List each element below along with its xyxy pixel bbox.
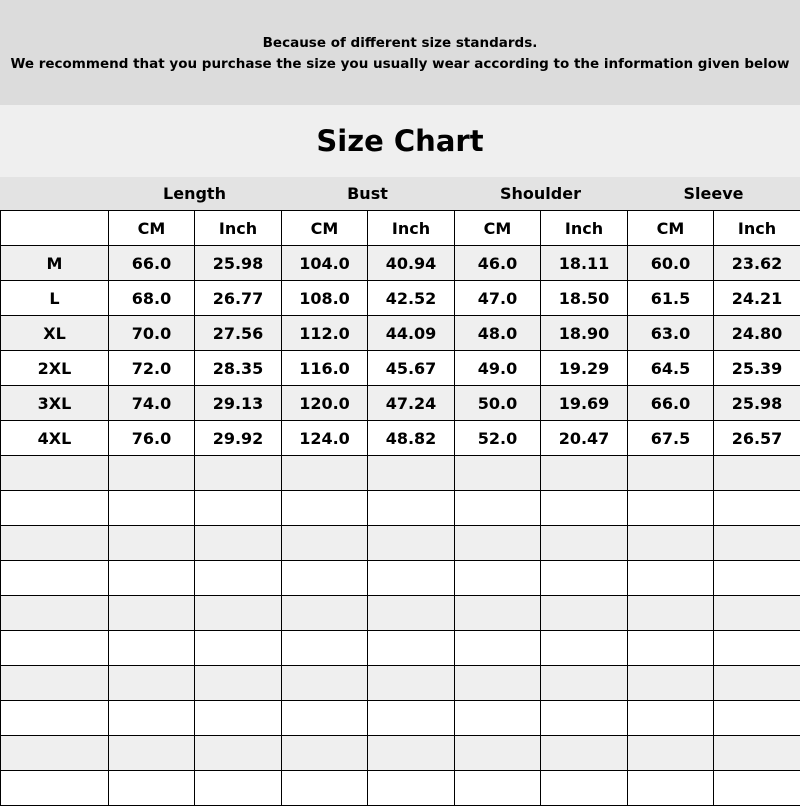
empty-cell <box>368 526 455 561</box>
empty-cell <box>541 666 628 701</box>
empty-cell <box>541 456 628 491</box>
empty-cell <box>195 561 282 596</box>
empty-cell <box>455 771 541 806</box>
size-label-cell: 4XL <box>1 421 109 456</box>
measurement-cell: 19.69 <box>541 386 628 421</box>
measurement-cell: 46.0 <box>455 246 541 281</box>
empty-cell <box>282 596 368 631</box>
empty-cell <box>714 491 800 526</box>
measurement-cell: 124.0 <box>282 421 368 456</box>
size-row <box>1 246 800 281</box>
empty-cell <box>628 456 714 491</box>
group-header-shoulder: Shoulder <box>454 177 627 210</box>
group-header-bust: Bust <box>281 177 454 210</box>
measurement-cell: 24.21 <box>714 281 800 316</box>
measurement-cell: 45.67 <box>368 351 455 386</box>
measurement-cell: 60.0 <box>628 246 714 281</box>
empty-cell <box>628 701 714 736</box>
empty-cell <box>628 491 714 526</box>
measurement-cell: 28.35 <box>195 351 282 386</box>
measurement-cell: 50.0 <box>455 386 541 421</box>
empty-cell <box>368 596 455 631</box>
empty-cell <box>628 526 714 561</box>
measurement-cell: 29.92 <box>195 421 282 456</box>
measurement-cell: 25.98 <box>195 246 282 281</box>
size-label-cell: M <box>1 246 109 281</box>
measurement-cell: 48.0 <box>455 316 541 351</box>
measurement-cell: 44.09 <box>368 316 455 351</box>
measurement-cell: 61.5 <box>628 281 714 316</box>
empty-cell <box>368 631 455 666</box>
group-header-sleeve: Sleeve <box>627 177 800 210</box>
empty-cell <box>368 561 455 596</box>
size-row <box>1 281 800 316</box>
empty-row <box>1 631 800 666</box>
empty-row <box>1 701 800 736</box>
measurement-cell: 76.0 <box>109 421 195 456</box>
measurement-cell: 47.0 <box>455 281 541 316</box>
measurement-cell: 108.0 <box>282 281 368 316</box>
unit-header-cell: Inch <box>541 211 628 246</box>
unit-header-cell: Inch <box>195 211 282 246</box>
empty-cell <box>541 596 628 631</box>
unit-header-cell: CM <box>628 211 714 246</box>
measurement-cell: 116.0 <box>282 351 368 386</box>
measurement-cell: 72.0 <box>109 351 195 386</box>
empty-row <box>1 491 800 526</box>
measurement-cell: 104.0 <box>282 246 368 281</box>
measurement-cell: 70.0 <box>109 316 195 351</box>
empty-cell <box>368 771 455 806</box>
measurement-cell: 25.39 <box>714 351 800 386</box>
empty-cell <box>195 736 282 771</box>
measurement-cell: 25.98 <box>714 386 800 421</box>
empty-cell <box>714 526 800 561</box>
empty-cell <box>109 526 195 561</box>
size-row <box>1 316 800 351</box>
empty-cell <box>714 631 800 666</box>
size-row <box>1 421 800 456</box>
empty-cell <box>455 736 541 771</box>
empty-cell <box>1 596 109 631</box>
unit-header-cell: CM <box>109 211 195 246</box>
empty-cell <box>109 666 195 701</box>
notice-banner <box>0 0 800 105</box>
empty-cell <box>628 561 714 596</box>
empty-cell <box>628 736 714 771</box>
empty-cell <box>541 631 628 666</box>
measurement-cell: 66.0 <box>628 386 714 421</box>
empty-cell <box>1 771 109 806</box>
empty-cell <box>282 456 368 491</box>
empty-cell <box>109 596 195 631</box>
measurement-cell: 18.50 <box>541 281 628 316</box>
measurement-cell: 42.52 <box>368 281 455 316</box>
empty-cell <box>455 456 541 491</box>
empty-cell <box>1 561 109 596</box>
empty-cell <box>368 666 455 701</box>
empty-cell <box>541 701 628 736</box>
unit-header-cell: Inch <box>714 211 800 246</box>
empty-cell <box>195 456 282 491</box>
empty-cell <box>541 491 628 526</box>
empty-row <box>1 666 800 701</box>
empty-cell <box>455 701 541 736</box>
empty-cell <box>1 666 109 701</box>
measurement-cell: 18.11 <box>541 246 628 281</box>
page-title: Size Chart <box>0 105 800 177</box>
measurement-cell: 26.77 <box>195 281 282 316</box>
measurement-cell: 112.0 <box>282 316 368 351</box>
empty-cell <box>195 526 282 561</box>
measurement-cell: 47.24 <box>368 386 455 421</box>
empty-cell <box>455 561 541 596</box>
empty-cell <box>109 456 195 491</box>
measurement-cell: 63.0 <box>628 316 714 351</box>
size-chart-table <box>0 210 800 806</box>
measurement-cell: 52.0 <box>455 421 541 456</box>
empty-cell <box>628 771 714 806</box>
empty-cell <box>195 596 282 631</box>
empty-cell <box>455 491 541 526</box>
size-label-cell: 3XL <box>1 386 109 421</box>
empty-cell <box>714 456 800 491</box>
empty-cell <box>282 701 368 736</box>
measurement-cell: 40.94 <box>368 246 455 281</box>
measurement-cell: 27.56 <box>195 316 282 351</box>
empty-cell <box>282 561 368 596</box>
empty-cell <box>1 701 109 736</box>
measurement-cell: 19.29 <box>541 351 628 386</box>
size-label-cell: XL <box>1 316 109 351</box>
empty-cell <box>455 596 541 631</box>
empty-cell <box>368 736 455 771</box>
empty-row <box>1 526 800 561</box>
empty-cell <box>628 666 714 701</box>
empty-cell <box>455 526 541 561</box>
empty-cell <box>195 491 282 526</box>
measurement-cell: 120.0 <box>282 386 368 421</box>
empty-cell <box>282 771 368 806</box>
empty-cell <box>1 491 109 526</box>
empty-cell <box>628 631 714 666</box>
measurement-cell: 49.0 <box>455 351 541 386</box>
size-label-cell: L <box>1 281 109 316</box>
empty-cell <box>195 771 282 806</box>
empty-cell <box>1 736 109 771</box>
notice-line-1: Because of different size standards. <box>0 34 800 52</box>
title-band <box>0 105 800 177</box>
empty-cell <box>109 771 195 806</box>
empty-cell <box>714 771 800 806</box>
measurement-cell: 26.57 <box>714 421 800 456</box>
empty-row <box>1 456 800 491</box>
empty-row <box>1 736 800 771</box>
empty-cell <box>195 631 282 666</box>
empty-cell <box>282 526 368 561</box>
notice-line-2: We recommend that you purchase the size you usually wear according to the information given below <box>0 55 800 73</box>
empty-cell <box>282 491 368 526</box>
unit-header-cell: Inch <box>368 211 455 246</box>
group-header-length: Length <box>108 177 281 210</box>
measurement-cell: 20.47 <box>541 421 628 456</box>
empty-row <box>1 771 800 806</box>
measurement-cell: 74.0 <box>109 386 195 421</box>
measurement-cell: 18.90 <box>541 316 628 351</box>
empty-cell <box>541 526 628 561</box>
empty-row <box>1 561 800 596</box>
empty-cell <box>1 456 109 491</box>
empty-cell <box>195 701 282 736</box>
empty-cell <box>714 596 800 631</box>
empty-cell <box>368 456 455 491</box>
empty-cell <box>714 666 800 701</box>
measurement-cell: 67.5 <box>628 421 714 456</box>
empty-cell <box>541 561 628 596</box>
empty-cell <box>109 631 195 666</box>
empty-cell <box>455 631 541 666</box>
empty-cell <box>1 631 109 666</box>
empty-cell <box>282 736 368 771</box>
empty-cell <box>109 701 195 736</box>
measurement-group-header <box>0 177 800 210</box>
empty-cell <box>282 631 368 666</box>
measurement-cell: 66.0 <box>109 246 195 281</box>
measurement-cell: 68.0 <box>109 281 195 316</box>
empty-cell <box>195 666 282 701</box>
size-label-cell: 2XL <box>1 351 109 386</box>
empty-cell <box>368 491 455 526</box>
measurement-cell: 24.80 <box>714 316 800 351</box>
measurement-cell: 29.13 <box>195 386 282 421</box>
empty-cell <box>541 771 628 806</box>
empty-cell <box>714 736 800 771</box>
empty-cell <box>282 666 368 701</box>
size-row <box>1 386 800 421</box>
empty-cell <box>628 596 714 631</box>
size-column-header <box>1 211 109 246</box>
size-row <box>1 351 800 386</box>
unit-header-cell: CM <box>455 211 541 246</box>
empty-cell <box>109 491 195 526</box>
empty-cell <box>455 666 541 701</box>
empty-cell <box>368 701 455 736</box>
empty-cell <box>109 561 195 596</box>
empty-cell <box>714 701 800 736</box>
measurement-cell: 23.62 <box>714 246 800 281</box>
measurement-cell: 48.82 <box>368 421 455 456</box>
unit-header-row <box>1 211 800 246</box>
empty-row <box>1 596 800 631</box>
empty-cell <box>541 736 628 771</box>
empty-cell <box>1 526 109 561</box>
empty-cell <box>714 561 800 596</box>
measurement-cell: 64.5 <box>628 351 714 386</box>
empty-cell <box>109 736 195 771</box>
unit-header-cell: CM <box>282 211 368 246</box>
